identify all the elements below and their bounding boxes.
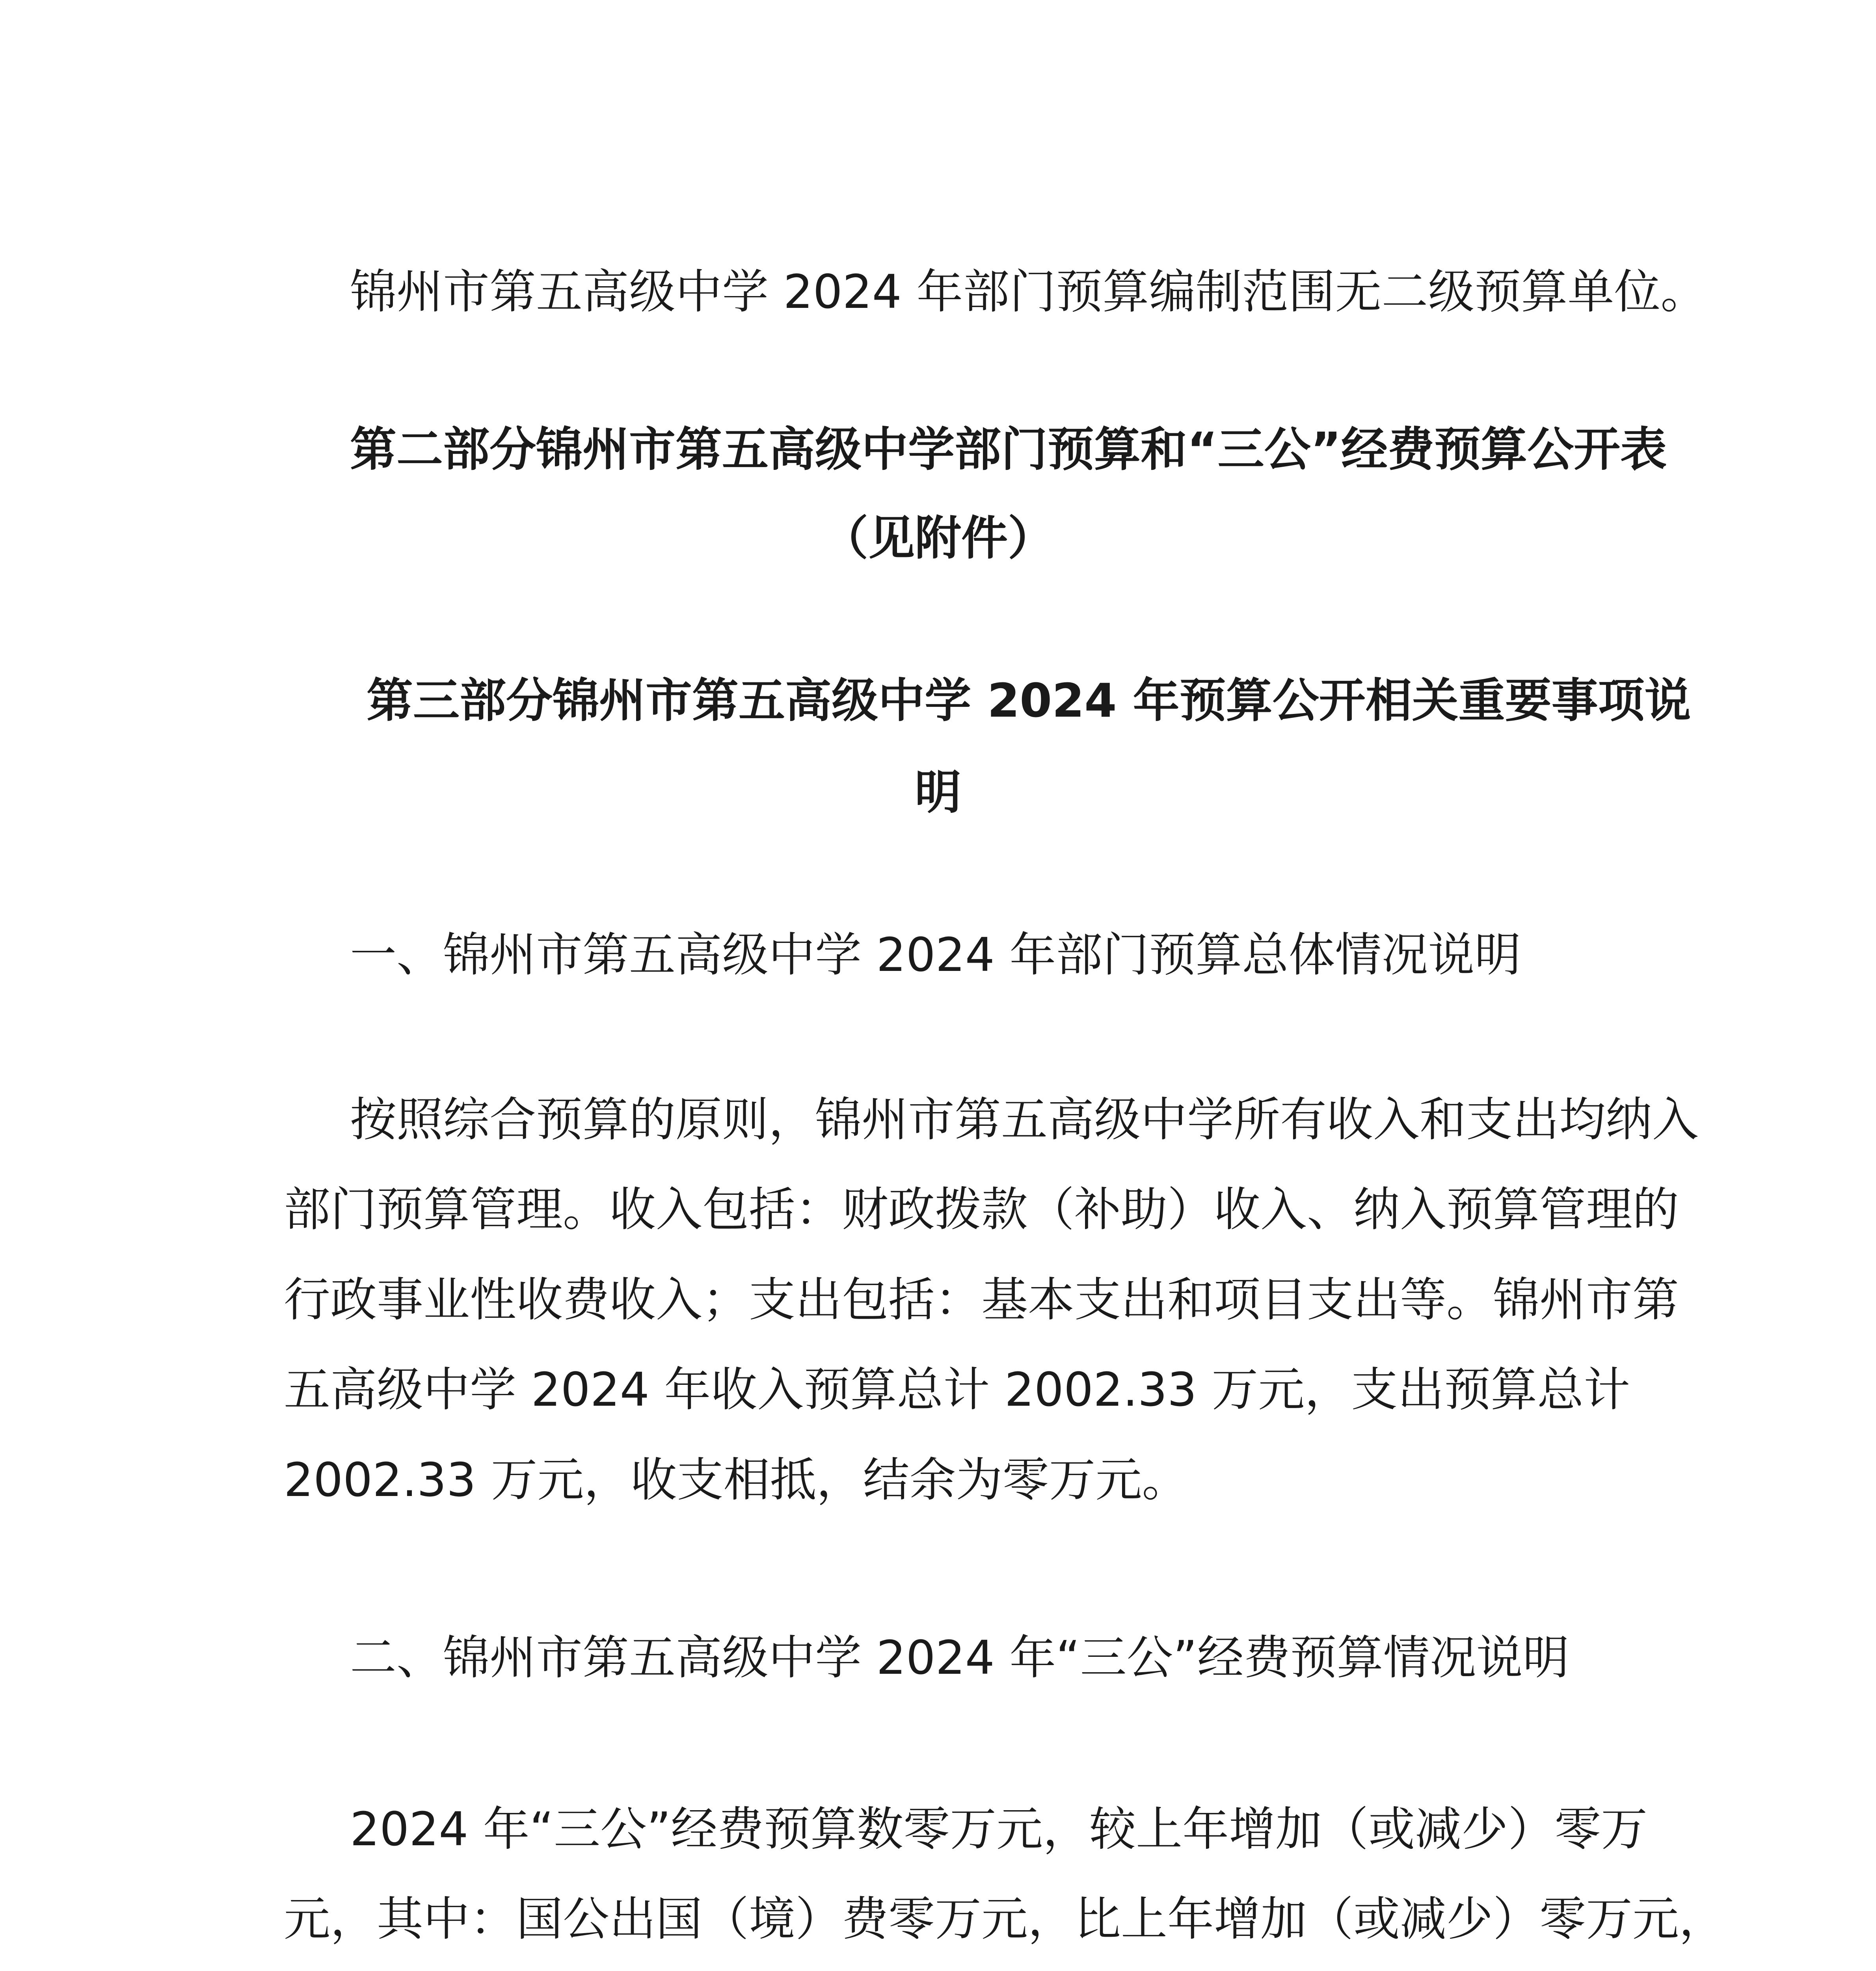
intro-paragraph: 锦州市第五高级中学 2024 年部门预算编制范围无二级预算单位。 [350, 265, 1707, 319]
section-one-paragraph-line1: 按照综合预算的原则，锦州市第五高级中学所有收入和支出均纳入 [350, 1092, 1699, 1147]
section-one-paragraph-line4: 五高级中学 2024 年收入预算总计 2002.33 万元，支出预算总计 [284, 1362, 1630, 1417]
section-one-paragraph-line3: 行政事业性收费收入；支出包括：基本支出和项目支出等。锦州市第 [284, 1272, 1679, 1327]
section-two-title: 二、锦州市第五高级中学 2024 年“三公”经费预算情况说明 [350, 1630, 1569, 1685]
part-three-heading-line2: 明 [914, 765, 961, 820]
part-two-heading-line1: 第二部分锦州市第五高级中学部门预算和“三公”经费预算公开表 [350, 422, 1667, 477]
part-two-heading-line2: （见附件） [821, 511, 1054, 565]
section-two-paragraph-line2: 元，其中：国公出国（境）费零万元，比上年增加（或减少）零万元， [284, 1892, 1726, 1946]
section-one-title: 一、锦州市第五高级中学 2024 年部门预算总体情况说明 [350, 928, 1521, 982]
section-two-paragraph-line1: 2024 年“三公”经费预算数零万元，较上年增加（或减少）零万 [350, 1802, 1648, 1856]
section-one-paragraph-line2: 部门预算管理。收入包括：财政拨款（补助）收入、纳入预算管理的 [284, 1182, 1679, 1237]
section-one-paragraph-line5: 2002.33 万元，收支相抵，结余为零万元。 [284, 1453, 1189, 1507]
part-three-heading-line1: 第三部分锦州市第五高级中学 2024 年预算公开相关重要事项说 [367, 673, 1691, 728]
